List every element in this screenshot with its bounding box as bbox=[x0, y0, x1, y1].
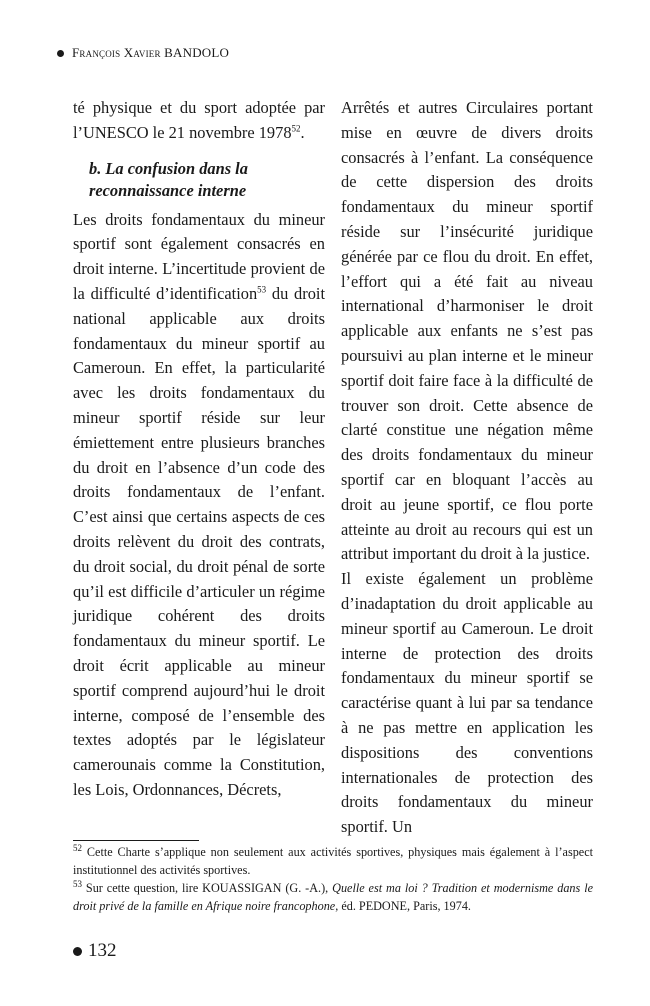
footnote-number: 52 bbox=[73, 842, 82, 853]
footnotes bbox=[73, 840, 593, 915]
footnote-52 bbox=[73, 843, 593, 879]
paragraph: Il existe également un problème d’inadaptation du droit applicable au mineur sportif au Cameroun. Le droit interne de protection des droits fondamentaux du mineur sportif se caractérise quant à lui par sa tendance à ne pas mettre en application les dispositions des conventions internationales de protection des droits fondamentaux du mineur sportif. Un bbox=[341, 569, 593, 837]
footnote-ref-53[interactable]: 53 bbox=[257, 284, 267, 295]
section-subheading: b. La confusion dans la reconnaissance interne bbox=[89, 158, 248, 200]
author-name: François Xavier BANDOLO bbox=[72, 45, 230, 60]
paragraph-text: du droit national applicable aux droits fondamentaux du mineur sportif au Cameroun. En effet, la particularité avec les droits fondamentaux du mineur sportif réside sur leur émiettement entre plusieurs branches du droit en l’absence d’un code des droits fondamentaux de l’enfant. C’est ainsi que certains aspects de ces droits relèvent du droit des contrats, du droit social, du droit pénal de sorte qu’il est difficile d’articuler un régime juridique cohérent des droits fondamentaux du mineur sportif. Le droit écrit applicable au mineur sportif comprend aujourd’hui le droit interne, composé de l’ensemble des textes adoptés par le législateur camerounais comme la Constitution, les Lois, Ordonnances, Décrets, bbox=[73, 283, 326, 799]
footnote-text: Sur cette question, lire KOUASSIGAN (G. -A.), bbox=[82, 881, 333, 895]
footnote-number: 53 bbox=[73, 878, 82, 889]
bullet-icon bbox=[57, 50, 64, 57]
footnote-text: Cette Charte s’applique non seulement aux activités sportives, physiques mais également à l’aspect institutionnel des activités sportives. bbox=[73, 845, 593, 877]
paragraph-text: Les droits fondamentaux du mineur sportif sont également consacrés en droit interne. L’incertitude provient de la difficulté d’identification bbox=[73, 209, 325, 303]
right-column bbox=[341, 96, 593, 837]
bullet-icon bbox=[73, 947, 82, 956]
page-number-block bbox=[73, 940, 117, 962]
cited-title: Quelle est ma loi ? Tradition et modernisme dans le droit privé de la famille en Afrique noire francophone bbox=[73, 881, 593, 913]
footnote-ref-52[interactable]: 52 bbox=[291, 123, 301, 134]
page-number: 132 bbox=[88, 940, 117, 961]
running-header bbox=[57, 45, 229, 61]
paragraph bbox=[73, 96, 325, 146]
footnote-53 bbox=[73, 879, 593, 915]
footnote-divider bbox=[73, 840, 199, 841]
body-columns bbox=[73, 96, 593, 837]
paragraph-text: . bbox=[300, 122, 305, 142]
footnote-text: , éd. PEDONE, Paris, 1974. bbox=[335, 899, 471, 913]
paragraph bbox=[73, 208, 325, 803]
left-column bbox=[73, 96, 325, 826]
paragraph: Arrêtés et autres Circulaires portant mise en œuvre de divers droits consacrés à l’enfant. La conséquence de cette dispersion des droits fondamentaux du mineur sportif réside sur l’insécurité juridique générée par ce flou du droit. En effet, l’effort qui a été fait au niveau international d’harmoniser le droit applicable aux enfants ne s’est pas poursuivi au plan interne et le mineur sportif doit faire face à la difficulté de trouver son droit. Cette absence de clarté constitue une négation même des droits fondamentaux du mineur sportif car en bloquant l’accès au droit au jeune sportif, ce flou porte atteinte au droit au recours qui est un attribut important du droit à la justice. bbox=[341, 98, 593, 564]
paragraph-text: té physique et du sport adoptée par l’UNESCO le 21 novembre 1978 bbox=[73, 98, 325, 142]
